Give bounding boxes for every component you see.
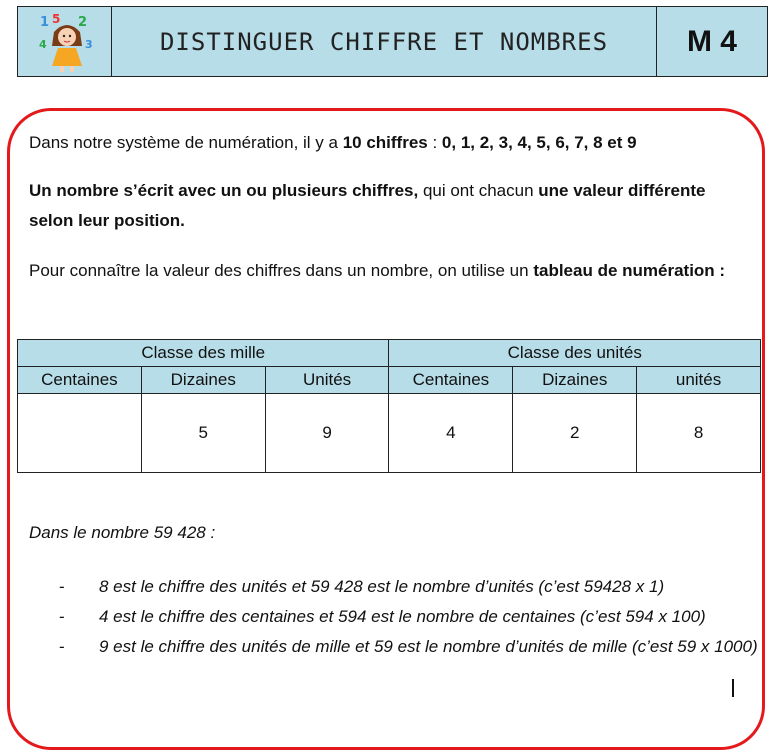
logo-cell <box>18 7 112 76</box>
title-cell <box>112 7 657 76</box>
column-header-cell: unités <box>637 367 761 394</box>
digit-cell: 5 <box>141 394 265 473</box>
code-cell <box>657 7 767 76</box>
text-run: : <box>427 133 442 152</box>
numeration-table <box>17 339 761 473</box>
dash-bullet: - <box>59 637 65 656</box>
dash-bullet: - <box>59 607 65 626</box>
column-header-row <box>18 367 761 394</box>
child-with-numbers-icon <box>38 12 96 74</box>
example-list <box>59 572 759 662</box>
text-cursor <box>732 679 734 697</box>
intro-paragraph-3 <box>29 256 729 286</box>
list-item-text: 9 est le chiffre des unités de mille et 59 est le nombre d’unités de mille (c’est 59 x 1000) <box>99 637 758 656</box>
column-header-cell: Centaines <box>389 367 513 394</box>
list-item <box>59 602 759 632</box>
dash-bullet: - <box>59 577 65 596</box>
digit-cell: 2 <box>513 394 637 473</box>
intro-paragraph-2 <box>29 176 729 236</box>
column-header-cell: Unités <box>265 367 389 394</box>
column-header-cell: Dizaines <box>141 367 265 394</box>
list-item-text: 8 est le chiffre des unités et 59 428 est le nombre d’unités (c’est 59428 x 1) <box>99 577 665 596</box>
svg-text:4: 4 <box>39 38 47 51</box>
digit-cell <box>18 394 142 473</box>
bold-run: une valeur différente selon leur position. <box>29 181 706 230</box>
value-row <box>18 394 761 473</box>
svg-text:5: 5 <box>52 12 61 26</box>
list-item <box>59 572 759 602</box>
header-bar <box>17 6 768 77</box>
digit-cell: 4 <box>389 394 513 473</box>
digit-cell: 8 <box>637 394 761 473</box>
digit-cell: 9 <box>265 394 389 473</box>
class-header-cell: Classe des unités <box>389 340 761 367</box>
bold-run: 0, 1, 2, 3, 4, 5, 6, 7, 8 et 9 <box>441 133 637 152</box>
example-title: Dans le nombre 59 428 : <box>29 523 216 542</box>
class-header-row <box>18 340 761 367</box>
list-item <box>59 632 759 662</box>
bold-run: 10 chiffres <box>342 133 428 152</box>
text-run: qui ont chacun <box>418 181 539 200</box>
text-run: Dans notre système de numération, il y a <box>29 133 343 152</box>
svg-text:1: 1 <box>40 15 50 30</box>
svg-text:2: 2 <box>78 15 88 30</box>
column-header-cell: Dizaines <box>513 367 637 394</box>
column-header-cell: Centaines <box>18 367 142 394</box>
lesson-code: M 4 <box>686 24 737 58</box>
svg-text:3: 3 <box>85 38 93 51</box>
intro-paragraph-1 <box>29 128 637 158</box>
bold-run: tableau de numération : <box>533 261 726 280</box>
bold-run: Un nombre s’écrit avec un ou plusieurs chiffres, <box>29 181 419 200</box>
text-run: Pour connaître la valeur des chiffres dans un nombre, on utilise un <box>29 261 534 280</box>
class-header-cell: Classe des mille <box>18 340 389 367</box>
page-title: DISTINGUER CHIFFRE ET NOMBRES <box>159 27 609 56</box>
list-item-text: 4 est le chiffre des centaines et 594 est le nombre de centaines (c’est 594 x 100) <box>99 607 706 626</box>
